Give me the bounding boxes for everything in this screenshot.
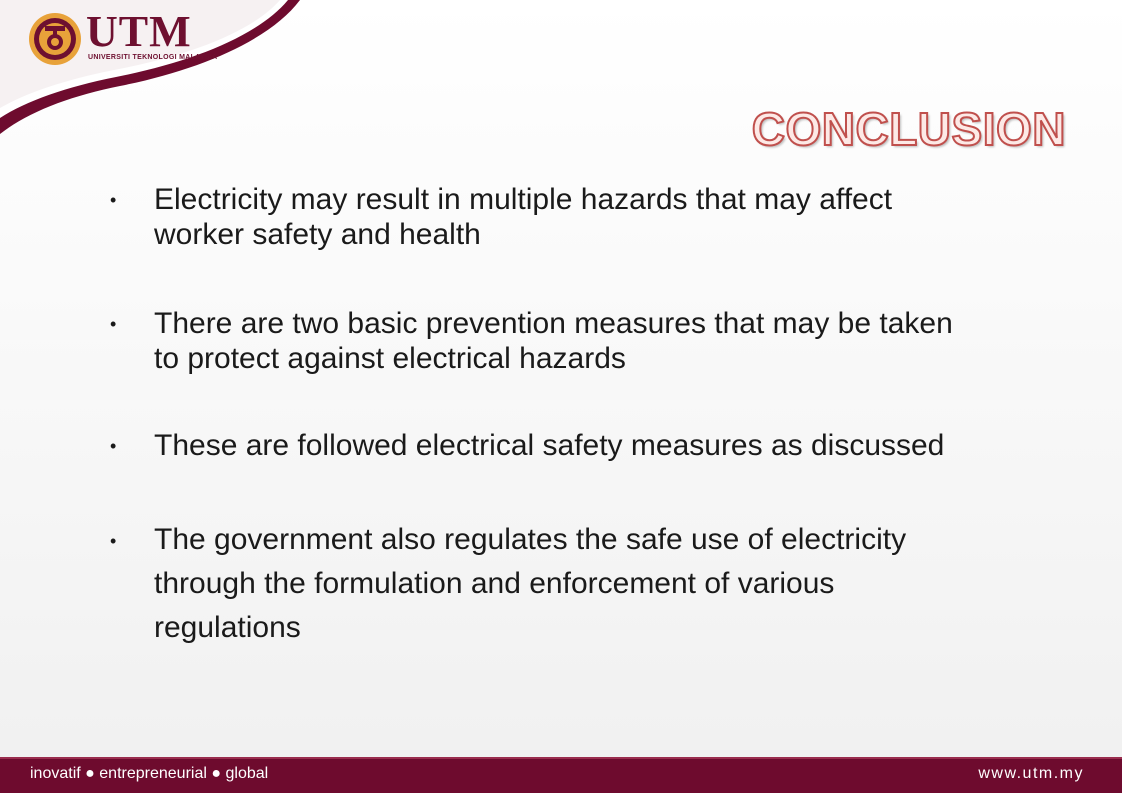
- tagline-separator: ●: [211, 765, 222, 782]
- bullet-line: regulations: [154, 611, 301, 644]
- bullet-line: through the formulation and enforcement of various: [154, 567, 835, 600]
- bullet-item: [104, 306, 1094, 376]
- bullet-line: These are followed electrical safety measures as discussed: [154, 429, 945, 462]
- bullet-line: worker safety and health: [154, 218, 481, 251]
- bullet-item: [104, 428, 1094, 463]
- bullet-marker: •: [110, 436, 117, 456]
- bullet-line: There are two basic prevention measures that may be taken: [154, 307, 953, 340]
- utm-logo: [28, 7, 218, 66]
- tagline-word: entrepreneurial: [99, 765, 207, 782]
- tagline-separator: ●: [85, 765, 95, 782]
- tagline-word: global: [225, 765, 269, 782]
- website-link[interactable]: www.utm.my: [978, 765, 1084, 782]
- utm-emblem-icon: [28, 12, 82, 66]
- logo-wordmark: UTM: [86, 7, 192, 56]
- bullet-line: The government also regulates the safe use of electricity: [154, 523, 907, 556]
- slide-title: CONCLUSION: [751, 103, 1066, 155]
- bullet-line: Electricity may result in multiple hazards that may affect: [154, 183, 893, 216]
- footer-tagline: [30, 765, 268, 783]
- bullet-marker: •: [110, 314, 117, 334]
- bullet-marker: •: [110, 190, 117, 210]
- footer-divider: [0, 757, 1122, 759]
- tagline-word: inovatif: [30, 765, 81, 782]
- bullet-marker: •: [110, 531, 117, 551]
- logo-subtitle: UNIVERSITI TEKNOLOGI MALAYSIA: [88, 54, 218, 61]
- bullet-line: to protect against electrical hazards: [154, 342, 626, 375]
- bullet-list: [104, 182, 1094, 650]
- bullet-item: [104, 182, 1094, 252]
- bullet-item: [104, 518, 1094, 650]
